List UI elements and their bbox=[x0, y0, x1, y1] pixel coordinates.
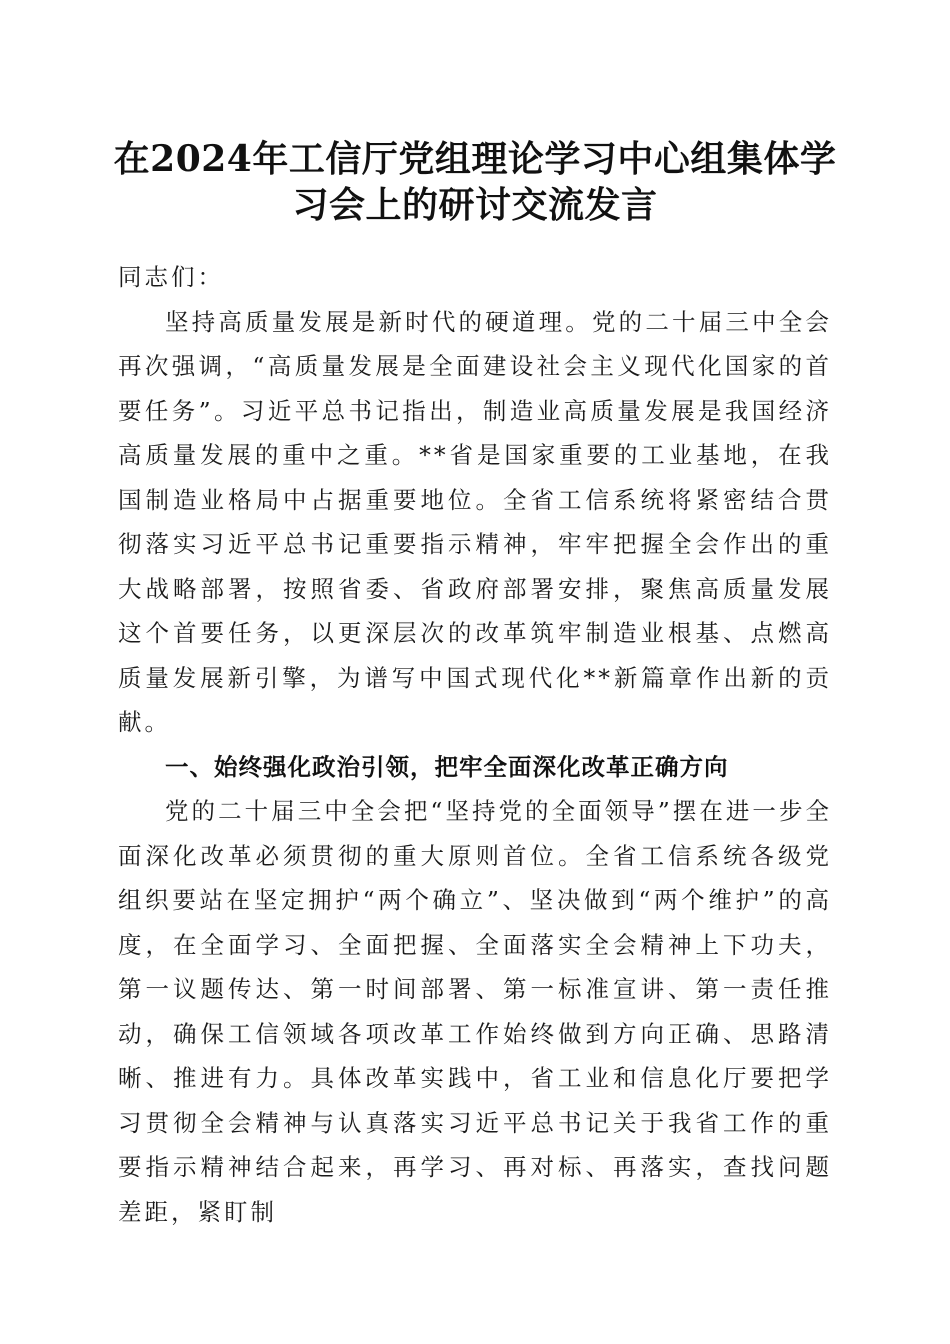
document-body bbox=[118, 255, 832, 1234]
salutation: 同志们： bbox=[118, 263, 224, 291]
paragraph-section-1: 党的二十届三中全会把“坚持党的全面领导”摆在进一步全面深化改革必须贯彻的重大原则首位。全省工信系统各级党组织要站在坚定拥护“两个确立”、坚决做到“两个维护”的高度，在全面学习、全面把握、全面落实全会精神上下功夫，第一议题传达、第一时间部署、第一标准宣讲、第一责任推动，确保工信领域各项改革工作始终做到方向正确、思路清晰、推进有力。具体改革实践中，省工业和信息化厅要把学习贯彻全会精神与认真落实习近平总书记关于我省工作的重要指示精神结合起来，再学习、再对标、再落实，查找问题差距，紧盯制 bbox=[118, 797, 832, 1226]
paragraph-intro: 坚持高质量发展是新时代的硬道理。党的二十届三中全会再次强调，“高质量发展是全面建设社会主义现代化国家的首要任务”。习近平总书记指出，制造业高质量发展是我国经济高质量发展的重中之重。**省是国家重要的工业基地，在我国制造业格局中占据重要地位。全省工信系统将紧密结合贯彻落实习近平总书记重要指示精神，牢牢把握全会作出的重大战略部署，按照省委、省政府部署安排，聚焦高质量发展这个首要任务，以更深层次的改革筑牢制造业根基、点燃高质量发展新引擎，为谱写中国式现代化**新篇章作出新的贡献。 bbox=[118, 307, 832, 736]
document-title-line-2: 习会上的研讨交流发言 bbox=[292, 184, 658, 226]
section-heading-1: 一、始终强化政治引领，把牢全面深化改革正确方向 bbox=[165, 752, 729, 781]
document-title-line-1: 在2024年工信厅党组理论学习中心组集体学 bbox=[113, 138, 837, 180]
document-title bbox=[110, 136, 840, 228]
